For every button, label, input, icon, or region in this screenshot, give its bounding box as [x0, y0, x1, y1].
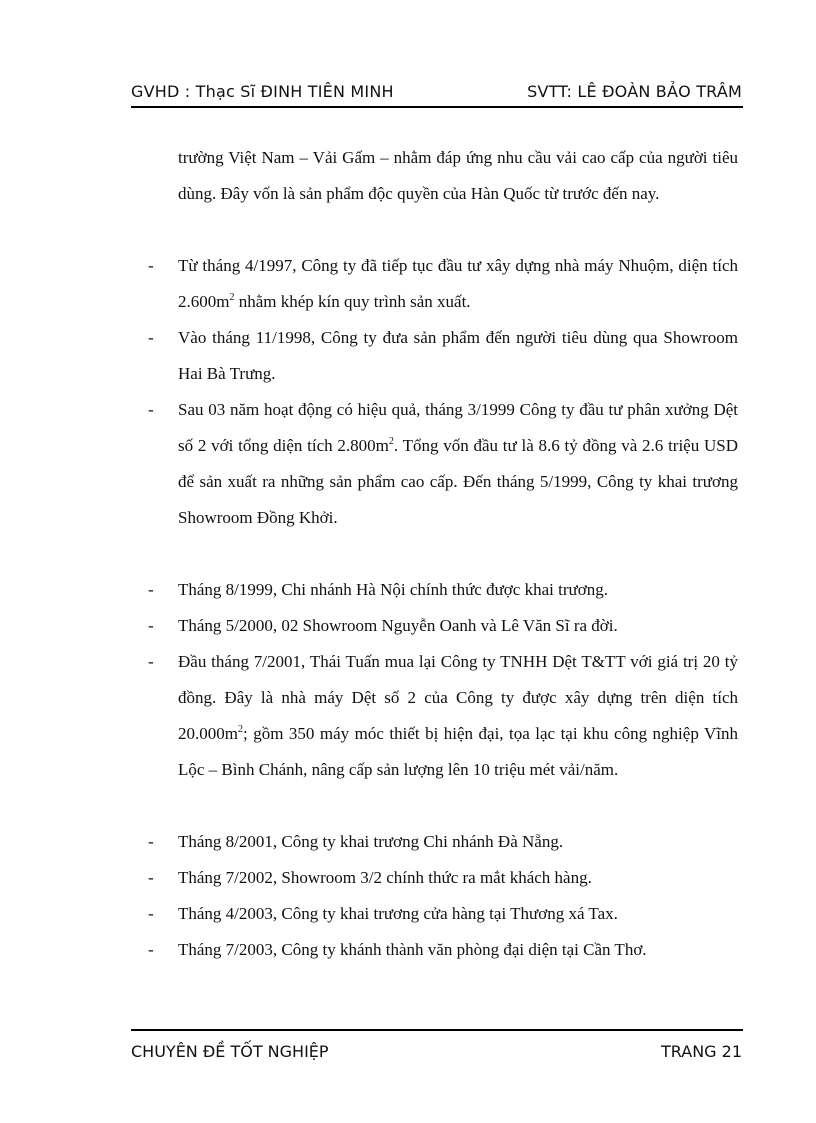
list-item	[148, 860, 738, 896]
bullet-dash: -	[148, 868, 154, 887]
list-item-text-part: nhằm khép kín quy trình sản xuất.	[234, 292, 471, 311]
bullet-dash: -	[148, 904, 154, 923]
header-student: SVTT: LÊ ĐOÀN BẢO TRÂM	[527, 82, 742, 101]
superscript: 2	[229, 292, 235, 303]
bullet-dash: -	[148, 832, 154, 851]
list-item-text-part: Đầu tháng 7/2001, Thái Tuấn mua lại Công ty TNHH Dệt T&TT với giá trị 20 tỷ đồng. Đây là nhà máy Dệt số 2 của Công ty được xây dựng trên diện tích 20.000m	[178, 652, 738, 743]
intro-paragraph: trường Việt Nam – Vải Gấm – nhằm đáp ứng nhu cầu vải cao cấp của người tiêu dùng. Đây vốn là sản phẩm độc quyền của Hàn Quốc từ trước đến nay.	[178, 148, 738, 203]
list-item-text	[178, 644, 738, 788]
list-item-text-part: . Tổng vốn đầu tư là 8.6 tỷ đồng và 2.6 triệu USD để sản xuất ra những sản phẩm cao cấp. Đến tháng 5/1999, Công ty khai trương Showroom Đồng Khởi.	[178, 436, 738, 527]
list-item	[148, 896, 738, 932]
list-item	[148, 824, 738, 860]
list-item	[148, 644, 738, 788]
bullet-dash: -	[148, 328, 154, 347]
paragraph-gap	[148, 536, 738, 572]
list-item-text-part: Sau 03 năm hoạt động có hiệu quả, tháng 3/1999 Công ty đầu tư phân xưởng Dệt số 2 với tổng diện tích 2.800m	[178, 400, 738, 455]
list-item-text: Tháng 7/2003, Công ty khánh thành văn phòng đại diện tại Cần Thơ.	[178, 940, 647, 959]
header-advisor: GVHD : Thạc Sĩ ĐINH TIÊN MINH	[131, 82, 394, 101]
list-item	[148, 392, 738, 536]
page-header	[131, 82, 742, 101]
list-item	[148, 572, 738, 608]
bullet-dash: -	[148, 400, 154, 419]
footer-title: CHUYÊN ĐỀ TỐT NGHIỆP	[131, 1042, 329, 1061]
list-item-text: Tháng 7/2002, Showroom 3/2 chính thức ra mắt khách hàng.	[178, 868, 592, 887]
bullet-dash: -	[148, 652, 154, 671]
list-item	[148, 608, 738, 644]
list-item	[148, 932, 738, 968]
header-divider	[131, 106, 743, 108]
list-item-text: Tháng 8/1999, Chi nhánh Hà Nội chính thức được khai trương.	[178, 580, 608, 599]
bullet-dash: -	[148, 616, 154, 635]
list-item-text: Tháng 8/2001, Công ty khai trương Chi nhánh Đà Nẵng.	[178, 832, 564, 851]
page-number: TRANG 21	[661, 1042, 742, 1061]
list-item-text: Tháng 4/2003, Công ty khai trương cửa hàng tại Thương xá Tax.	[178, 904, 618, 923]
list-item-text: Vào tháng 11/1998, Công ty đưa sản phẩm đến người tiêu dùng qua Showroom Hai Bà Trưng.	[178, 328, 738, 383]
bullet-dash: -	[148, 940, 154, 959]
list-item	[148, 320, 738, 392]
superscript: 2	[237, 724, 243, 735]
page-footer	[131, 1042, 742, 1061]
bullet-dash: -	[148, 580, 154, 599]
paragraph-gap	[148, 212, 738, 248]
list-item-text-part: Từ tháng 4/1997, Công ty đã tiếp tục đầu tư xây dựng nhà máy Nhuộm, diện tích 2.600m	[178, 256, 738, 311]
list-item-text: Tháng 5/2000, 02 Showroom Nguyễn Oanh và Lê Văn Sĩ ra đời.	[178, 616, 618, 635]
bullet-dash: -	[148, 256, 154, 275]
document-body	[148, 140, 738, 968]
footer-divider	[131, 1029, 743, 1031]
paragraph-gap	[148, 788, 738, 824]
superscript: 2	[388, 436, 394, 447]
list-item	[148, 248, 738, 320]
list-item-text-part: ; gồm 350 máy móc thiết bị hiện đại, tọa lạc tại khu công nghiệp Vĩnh Lộc – Bình Chánh, nâng cấp sản lượng lên 10 triệu mét vải/năm.	[178, 724, 738, 779]
list-item-text	[178, 248, 738, 320]
list-item-text	[178, 392, 738, 536]
